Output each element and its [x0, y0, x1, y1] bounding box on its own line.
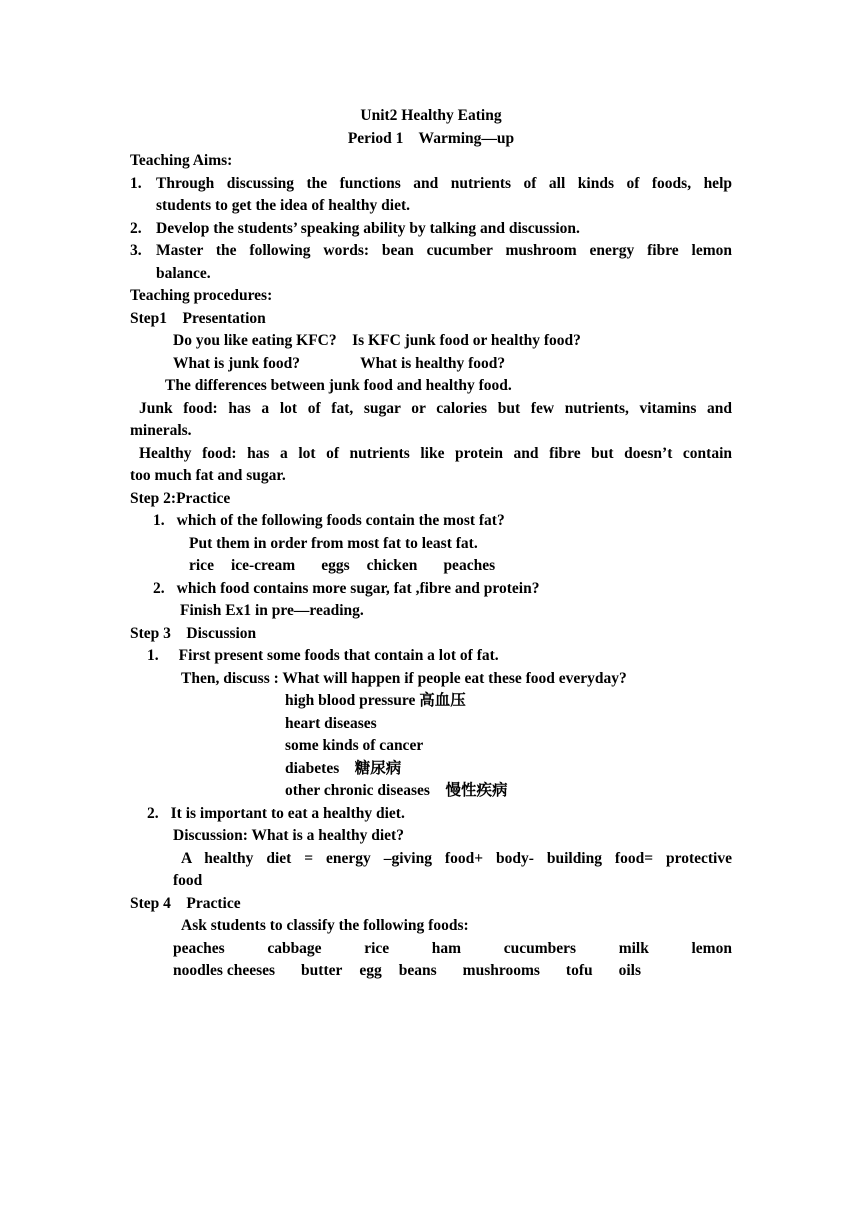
aim-item-continued: [130, 263, 732, 286]
step3-subitem: Then, discuss : What will happen if people eat these food everyday?: [181, 669, 627, 687]
item-text: which of the following foods contain the most fat?: [176, 512, 505, 529]
step2-heading: Step 2:Practice: [130, 489, 231, 507]
food-word: butter: [301, 962, 343, 979]
step2-item: [130, 578, 732, 601]
document-title: Unit2 Healthy Eating: [360, 107, 502, 124]
food-word: milk: [618, 939, 649, 957]
step1-question-row: [130, 353, 732, 376]
effect-item: some kinds of cancer: [285, 737, 424, 754]
healthy-diet-formula: A healthy diet = energy –giving food+ body- building food= protective: [181, 849, 732, 867]
aim-number: 2.: [130, 219, 142, 237]
food-word: noodles cheeses: [173, 962, 276, 979]
aim-text: Develop the students’ speaking ability by talking and discussion.: [156, 219, 580, 237]
item-number: 1.: [147, 647, 159, 664]
lesson-plan: [130, 105, 732, 983]
food-word: egg: [359, 962, 382, 979]
step3-item: [130, 803, 732, 826]
food-word: peaches: [443, 557, 496, 574]
junk-food-definition-end: minerals.: [130, 422, 192, 439]
effect-item: other chronic diseases 慢性疾病: [285, 782, 508, 799]
aim-text: Master the following words: bean cucumber mushroom energy fibre lemon: [156, 242, 732, 259]
step4-heading: Step 4 Practice: [130, 894, 241, 912]
procedures-heading: Teaching procedures:: [130, 287, 273, 304]
food-word: rice: [364, 939, 390, 957]
step3-subitem: Discussion: What is a healthy diet?: [173, 827, 404, 844]
item-number: 2.: [147, 804, 159, 822]
junk-food-question: What is junk food?: [173, 354, 301, 372]
food-word: lemon: [691, 939, 732, 957]
healthy-food-definition: Healthy food: has a lot of nutrients like protein and fibre but doesn’t contain: [139, 444, 732, 462]
aim-item: [130, 240, 732, 263]
food-word: ham: [431, 939, 462, 957]
step1-heading: Step1 Presentation: [130, 309, 266, 327]
food-word: cucumbers: [503, 939, 577, 957]
healthy-food-definition-end: too much fat and sugar.: [130, 467, 286, 484]
item-text: First present some foods that contain a lot of fat.: [178, 647, 499, 664]
aim-text: balance.: [156, 264, 211, 282]
step4-task: Ask students to classify the following foods:: [181, 917, 469, 934]
item-text: which food contains more sugar, fat ,fibre and protein?: [176, 579, 540, 597]
effect-item: high blood pressure 高血压: [285, 692, 466, 709]
food-word: cabbage: [267, 939, 322, 957]
document-subtitle: Period 1 Warming—up: [347, 129, 515, 147]
aim-item: [130, 173, 732, 196]
step3-item: [130, 645, 732, 668]
foods-row: [130, 938, 732, 961]
aim-number: 1.: [130, 174, 142, 192]
food-word: ice-cream: [230, 557, 296, 574]
food-word: beans: [398, 962, 437, 979]
item-number: 1.: [153, 512, 165, 529]
food-word: tofu: [565, 962, 593, 979]
junk-food-definition: Junk food: has a lot of fat, sugar or calories but few nutrients, vitamins and: [139, 399, 732, 417]
aims-heading: Teaching Aims:: [130, 152, 233, 169]
step2-item: [130, 510, 732, 533]
effect-item: diabetes 糖尿病: [285, 759, 402, 777]
aim-item: [130, 218, 732, 241]
food-word: oils: [618, 962, 642, 979]
step2-subitem: Finish Ex1 in pre—reading.: [180, 602, 364, 619]
aim-text: students to get the idea of healthy diet.: [156, 197, 411, 214]
food-word: chicken: [366, 557, 418, 574]
aim-number: 3.: [130, 242, 142, 259]
food-word: rice: [189, 557, 214, 574]
fat-foods-list: [130, 555, 732, 578]
step3-heading: Step 3 Discussion: [130, 624, 257, 642]
aim-text: Through discussing the functions and nutrients of all kinds of foods, help: [156, 174, 732, 192]
aim-item-continued: [130, 195, 732, 218]
differences-line: The differences between junk food and healthy food.: [165, 377, 512, 394]
step2-subitem: Put them in order from most fat to least fat.: [189, 534, 478, 552]
healthy-food-question: What is healthy food?: [360, 354, 506, 372]
foods-row: [130, 960, 732, 983]
item-text: It is important to eat a healthy diet.: [170, 804, 405, 822]
item-number: 2.: [153, 579, 165, 597]
food-word: eggs: [321, 557, 350, 574]
food-word: peaches: [173, 939, 225, 957]
food-word: mushrooms: [462, 962, 540, 979]
healthy-diet-formula-end: food: [173, 872, 203, 889]
effect-item: heart diseases: [285, 714, 377, 732]
step1-question: Do you like eating KFC? Is KFC junk food or healthy food?: [173, 332, 581, 349]
